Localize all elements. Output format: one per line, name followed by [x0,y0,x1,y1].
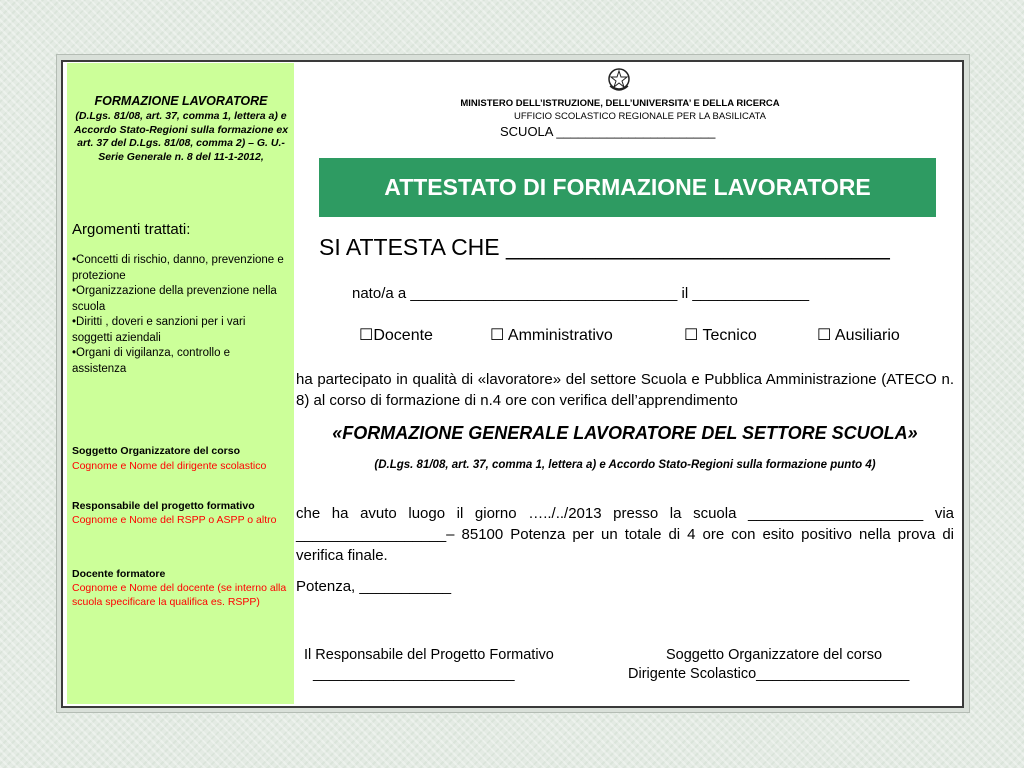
right-signature-title: Soggetto Organizzatore del corso [666,647,883,663]
topic-item: •Organizzazione della prevenzione nella scuola [72,285,277,313]
left-signature-line: _________________________ [313,666,515,682]
participation-paragraph: ha partecipato in qualità di «lavoratore» del settore Scuola e Pubblica Amministrazione (ATECO n. 8) al corso di formazione di n.4 ore con verifica dell’apprendimento [296,371,954,409]
role-option-amministrativo: ☐ Amministrativo [490,327,613,344]
topic-item: •Concetti di rischio, danno, prevenzione e protezione [72,254,284,282]
topic-item: •Organi di vigilanza, controllo e assistenza [72,347,231,375]
sidebar-title: FORMAZIONE LAVORATORE [94,94,268,108]
birth-line: nato/a a ________________________________ il ______________ [352,285,810,302]
role-option-docente: ☐Docente [359,327,433,344]
role-option-tecnico: ☐ Tecnico [684,327,757,344]
trainer-value: Cognome e Nome del docente (se interno alla scuola specificare la qualifica es. RSPP) [72,582,287,608]
certificate-title: ATTESTATO DI FORMAZIONE LAVORATORE [384,174,871,200]
organizer-value: Cognome e Nome del dirigente scolastico [72,460,267,472]
topic-item: •Diritti , doveri e sanzioni per i vari soggetti aziendali [72,316,246,344]
certificate-title-banner [319,158,936,217]
city-date: Potenza, ___________ [296,578,452,595]
course-title: «FORMAZIONE GENERALE LAVORATORE DEL SETTORE SCUOLA» [332,423,918,443]
sidebar-reference: (D.Lgs. 81/08, art. 37, comma 1, lettera a) e Accordo Stato-Regioni sulla formazione ex art. 37 del D.Lgs. 81/08, comma 2) – G. U.- Serie Generale n. 8 del 11-1-2012, [73,110,289,163]
regional-office: UFFICIO SCOLASTICO REGIONALE PER LA BASILICATA [514,111,766,122]
manager-label: Responsabile del progetto formativo [72,500,255,512]
trainer-label: Docente formatore [72,568,166,580]
italian-republic-emblem-icon [606,66,632,94]
organizer-label: Soggetto Organizzatore del corso [72,445,241,457]
attesta-line: SI ATTESTA CHE ______________________________ [319,234,890,260]
ministry-header: MINISTERO DELL’ISTRUZIONE, DELL’UNIVERSITA’ E DELLA RICERCA [460,98,780,109]
manager-value: Cognome e Nome del RSPP o ASPP o altro [72,514,277,526]
role-option-ausiliario: ☐ Ausiliario [817,327,900,344]
course-reference: (D.Lgs. 81/08, art. 37, comma 1, lettera a) e Accordo Stato-Regioni sulla formazione punto 4) [374,459,876,471]
course-details-paragraph: che ha avuto luogo il giorno …../../2013 presso la scuola _____________________ via __________________– 85100 Potenza per un totale di 4 ore con esito positivo nella prova di verifica finale. [296,505,954,564]
right-signature-line: Dirigente Scolastico___________________ [628,666,910,682]
school-field: SCUOLA ______________________ [500,124,716,139]
topics-title: Argomenti trattati: [72,221,191,238]
left-signature-title: Il Responsabile del Progetto Formativo [304,647,554,663]
